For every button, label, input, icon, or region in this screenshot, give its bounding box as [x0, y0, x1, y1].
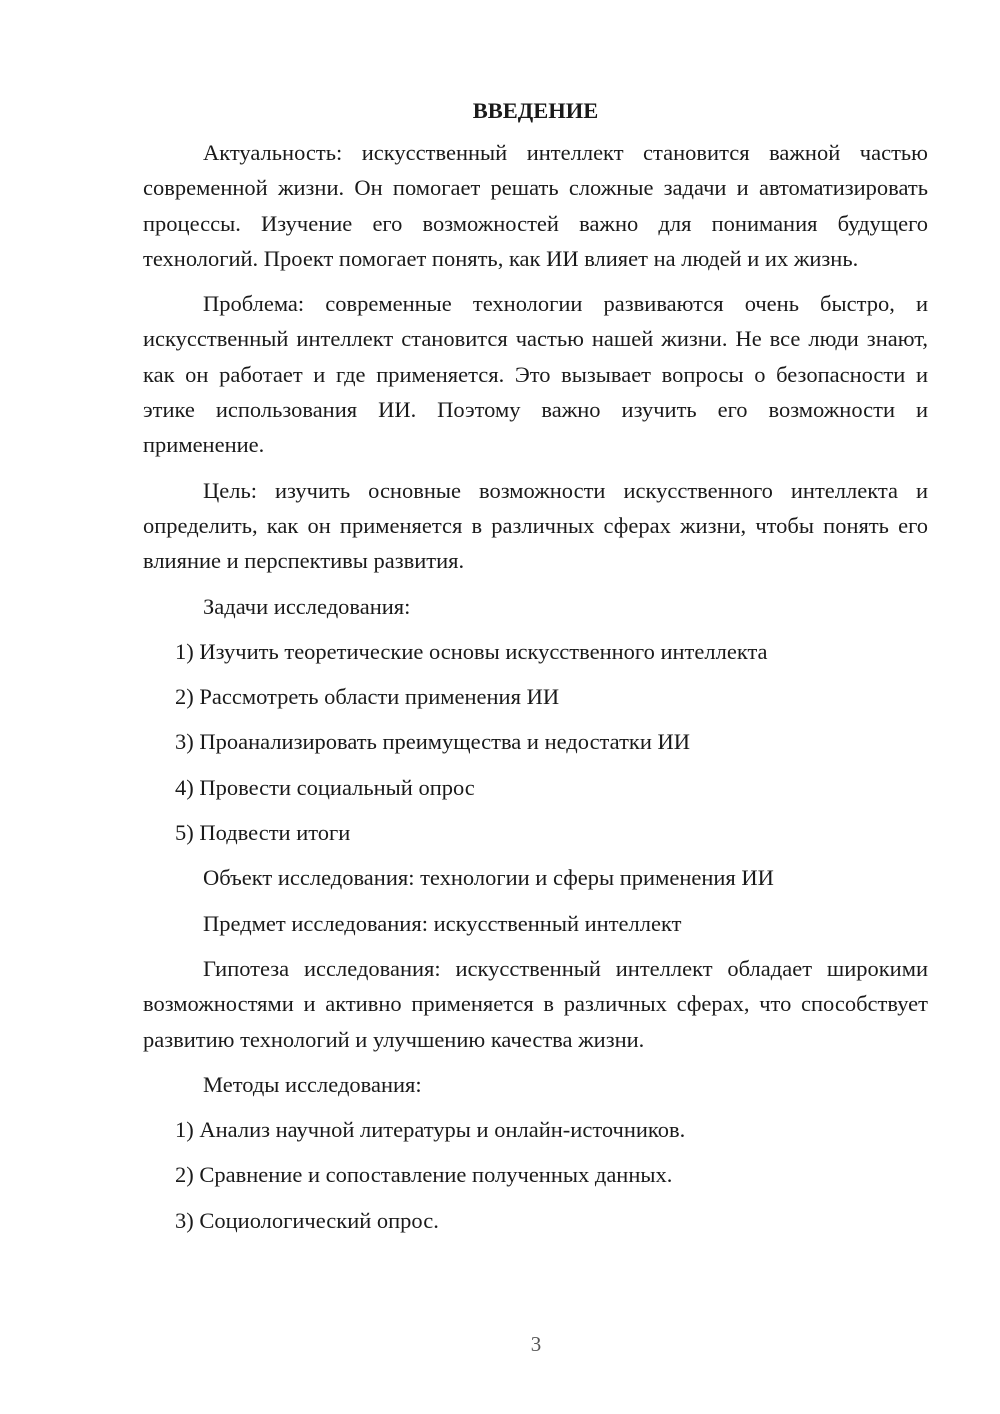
- page-number: 3: [530, 1332, 542, 1356]
- method-item: 2) Сравнение и сопоставление полученных данных.: [175, 1162, 673, 1188]
- tasks-list: [143, 634, 928, 850]
- task-item: 4) Провести социальный опрос: [175, 774, 475, 800]
- object-line: Объект исследования: технологии и сферы применения ИИ: [203, 865, 774, 891]
- task-item: 1) Изучить теоретические основы искусственного интеллекта: [175, 638, 768, 664]
- task-item: 2) Рассмотреть области применения ИИ: [175, 684, 560, 710]
- relevance-paragraph: Актуальность: искусственный интеллект становится важной частью современной жизни. Он помогает решать сложные задачи и автоматизировать процессы. Изучение его возможностей важно для понимания будущего технологий. Проект помогает понять, как ИИ влияет на людей и их жизнь.: [143, 140, 928, 271]
- hypothesis-paragraph: Гипотеза исследования: искусственный интеллект обладает широкими возможностями и активно применяется в различных сферах, что способствует развитию технологий и улучшению качества жизни.: [143, 955, 928, 1052]
- task-item: 5) Подвести итоги: [175, 820, 351, 846]
- document-body: [143, 96, 928, 1248]
- methods-list: [143, 1112, 928, 1238]
- subject-line: Предмет исследования: искусственный интеллект: [203, 910, 682, 936]
- methods-heading: Методы исследования:: [203, 1071, 422, 1097]
- goal-paragraph: Цель: изучить основные возможности искусственного интеллекта и определить, как он применяется в различных сферах жизни, чтобы понять его влияние и перспективы развития.: [143, 477, 928, 574]
- method-item: 1) Анализ научной литературы и онлайн-источников.: [175, 1117, 686, 1143]
- problem-paragraph: Проблема: современные технологии развиваются очень быстро, и искусственный интеллект становится частью нашей жизни. Не все люди знают, как он работает и где применяется. Это вызывает вопросы о безопасности и этике использования ИИ. Поэтому важно изучить его возможности и применение.: [143, 291, 928, 458]
- tasks-heading: Задачи исследования:: [203, 593, 411, 619]
- task-item: 3) Проанализировать преимущества и недостатки ИИ: [175, 729, 690, 755]
- method-item: 3) Социологический опрос.: [175, 1207, 439, 1233]
- section-title: ВВЕДЕНИЕ: [472, 98, 599, 123]
